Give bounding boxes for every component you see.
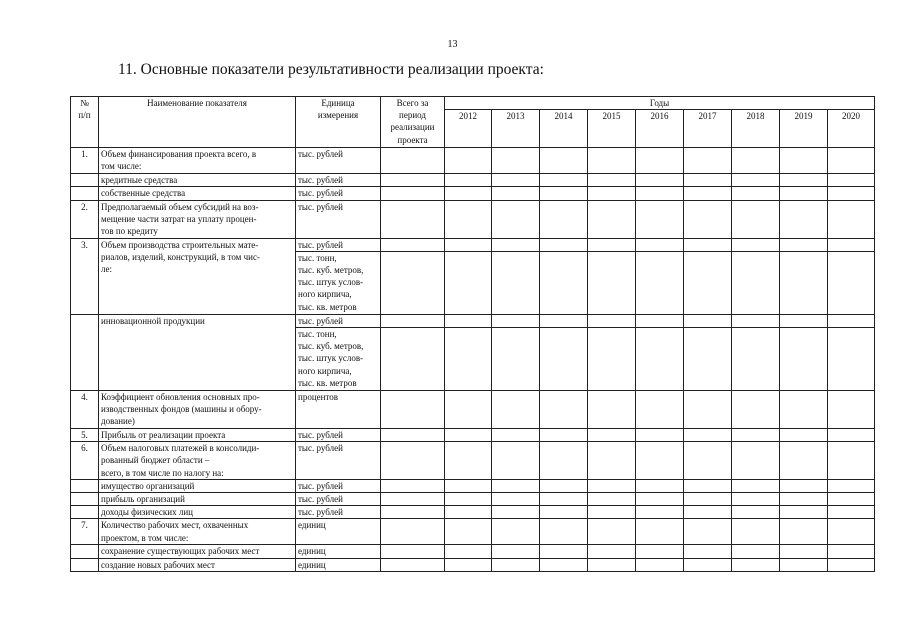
year-value-cell-3 bbox=[588, 506, 636, 519]
year-value-cell-4 bbox=[636, 442, 684, 480]
year-value-cell-0 bbox=[445, 148, 492, 174]
year-value-cell-1 bbox=[492, 391, 540, 429]
year-value-cell-6 bbox=[732, 442, 780, 480]
year-value-cell-0 bbox=[445, 328, 492, 391]
indicator-name-cell bbox=[99, 187, 296, 200]
year-value-cell-8 bbox=[828, 200, 875, 238]
year-value-cell-1 bbox=[492, 558, 540, 571]
year-value-cell-1 bbox=[492, 506, 540, 519]
header-year-8: 2020 bbox=[828, 110, 875, 148]
year-value-cell-1 bbox=[492, 238, 540, 251]
year-value-cell-7 bbox=[780, 200, 828, 238]
indicator-name-cell-text: Количество рабочих мест, охваченных проектом, в том числе: bbox=[101, 520, 249, 543]
unit-cell-text: тыс. рублей bbox=[298, 201, 343, 212]
indicator-name-cell-text: доходы физических лиц bbox=[101, 507, 193, 518]
year-value-cell-3 bbox=[588, 238, 636, 251]
year-value-cell-3 bbox=[588, 187, 636, 200]
row-number-cell-text: 1. bbox=[81, 149, 88, 160]
year-value-cell-1 bbox=[492, 251, 540, 314]
unit-cell bbox=[296, 238, 381, 251]
year-value-cell-1 bbox=[492, 442, 540, 480]
table-row bbox=[71, 429, 875, 442]
year-value-cell-4 bbox=[636, 251, 684, 314]
row-number-cell bbox=[71, 148, 99, 174]
unit-cell bbox=[296, 506, 381, 519]
year-value-cell-4 bbox=[636, 238, 684, 251]
total-cell bbox=[381, 558, 445, 571]
year-value-cell-8 bbox=[828, 187, 875, 200]
indicator-name-cell bbox=[99, 314, 296, 390]
year-value-cell-2 bbox=[540, 429, 588, 442]
year-value-cell-1 bbox=[492, 187, 540, 200]
row-number-cell bbox=[71, 558, 99, 571]
year-value-cell-2 bbox=[540, 545, 588, 558]
year-value-cell-8 bbox=[828, 251, 875, 314]
year-value-cell-5 bbox=[684, 545, 732, 558]
year-value-cell-1 bbox=[492, 328, 540, 391]
year-value-cell-4 bbox=[636, 391, 684, 429]
year-value-cell-0 bbox=[445, 493, 492, 506]
year-value-cell-5 bbox=[684, 314, 732, 327]
total-cell bbox=[381, 442, 445, 480]
year-value-cell-6 bbox=[732, 314, 780, 327]
year-value-cell-6 bbox=[732, 187, 780, 200]
unit-cell-text: тыс. рублей bbox=[298, 239, 343, 250]
table-row bbox=[71, 506, 875, 519]
unit-cell-text: тыс. рублей bbox=[298, 507, 343, 518]
total-cell bbox=[381, 200, 445, 238]
year-value-cell-8 bbox=[828, 493, 875, 506]
year-value-cell-6 bbox=[732, 479, 780, 492]
table-row bbox=[71, 442, 875, 480]
year-value-cell-8 bbox=[828, 174, 875, 187]
header-year-6: 2018 bbox=[732, 110, 780, 148]
year-value-cell-0 bbox=[445, 519, 492, 545]
row-number-cell bbox=[71, 238, 99, 314]
year-value-cell-8 bbox=[828, 429, 875, 442]
year-value-cell-0 bbox=[445, 442, 492, 480]
year-value-cell-8 bbox=[828, 391, 875, 429]
year-value-cell-2 bbox=[540, 328, 588, 391]
indicator-name-cell bbox=[99, 506, 296, 519]
year-value-cell-6 bbox=[732, 558, 780, 571]
table-row bbox=[71, 519, 875, 545]
year-value-cell-8 bbox=[828, 328, 875, 391]
row-number-cell-text: 5. bbox=[81, 430, 88, 441]
table-row bbox=[71, 238, 875, 251]
year-value-cell-7 bbox=[780, 174, 828, 187]
year-value-cell-5 bbox=[684, 442, 732, 480]
year-value-cell-1 bbox=[492, 493, 540, 506]
year-value-cell-1 bbox=[492, 314, 540, 327]
year-value-cell-2 bbox=[540, 174, 588, 187]
year-value-cell-4 bbox=[636, 200, 684, 238]
year-value-cell-4 bbox=[636, 558, 684, 571]
indicator-name-cell-text: имущество организаций bbox=[101, 480, 195, 491]
row-number-cell-text: 4. bbox=[81, 392, 88, 403]
year-value-cell-3 bbox=[588, 479, 636, 492]
header-year-0: 2012 bbox=[445, 110, 492, 148]
year-value-cell-4 bbox=[636, 429, 684, 442]
year-value-cell-8 bbox=[828, 545, 875, 558]
header-years-group-label: Годы bbox=[649, 98, 670, 108]
year-value-cell-7 bbox=[780, 328, 828, 391]
year-value-cell-4 bbox=[636, 479, 684, 492]
unit-cell-text: процентов bbox=[298, 392, 339, 403]
unit-cell bbox=[296, 148, 381, 174]
year-value-cell-1 bbox=[492, 200, 540, 238]
unit-cell-text: тыс. рублей bbox=[298, 430, 343, 441]
year-value-cell-4 bbox=[636, 148, 684, 174]
year-value-cell-2 bbox=[540, 238, 588, 251]
unit-cell bbox=[296, 251, 381, 314]
year-value-cell-8 bbox=[828, 314, 875, 327]
year-value-cell-8 bbox=[828, 506, 875, 519]
year-value-cell-0 bbox=[445, 429, 492, 442]
year-value-cell-0 bbox=[445, 545, 492, 558]
indicator-name-cell-text: прибыль организаций bbox=[101, 494, 185, 505]
year-value-cell-5 bbox=[684, 238, 732, 251]
indicator-name-cell-text: Предполагаемый объем субсидий на воз- мещение части затрат на уплату процен- тов по кредиту bbox=[101, 201, 259, 237]
year-value-cell-5 bbox=[684, 391, 732, 429]
year-value-cell-8 bbox=[828, 442, 875, 480]
year-value-cell-3 bbox=[588, 391, 636, 429]
total-cell bbox=[381, 479, 445, 492]
unit-cell bbox=[296, 545, 381, 558]
total-cell bbox=[381, 493, 445, 506]
indicator-name-cell bbox=[99, 238, 296, 314]
row-number-cell-text: 2. bbox=[81, 201, 88, 212]
unit-cell-text: единиц bbox=[298, 520, 326, 531]
total-cell bbox=[381, 506, 445, 519]
year-value-cell-6 bbox=[732, 506, 780, 519]
header-year-2: 2014 bbox=[540, 110, 588, 148]
year-value-cell-7 bbox=[780, 442, 828, 480]
year-value-cell-6 bbox=[732, 493, 780, 506]
unit-cell bbox=[296, 479, 381, 492]
year-value-cell-8 bbox=[828, 238, 875, 251]
unit-cell bbox=[296, 429, 381, 442]
year-value-cell-6 bbox=[732, 148, 780, 174]
unit-cell-text: тыс. тонн, тыс. куб. метров, тыс. штук услов- ного кирпича, тыс. кв. метров bbox=[298, 252, 364, 312]
row-number-cell-text: 3. bbox=[81, 239, 88, 250]
header-name bbox=[99, 97, 296, 148]
year-value-cell-5 bbox=[684, 187, 732, 200]
unit-cell bbox=[296, 200, 381, 238]
year-value-cell-3 bbox=[588, 174, 636, 187]
year-value-cell-6 bbox=[732, 174, 780, 187]
unit-cell bbox=[296, 558, 381, 571]
year-value-cell-5 bbox=[684, 493, 732, 506]
year-value-cell-5 bbox=[684, 506, 732, 519]
indicator-name-cell-text: Коэффициент обновления основных про- изводственных фондов (машины и обору- дование) bbox=[101, 392, 262, 427]
indicator-name-cell bbox=[99, 558, 296, 571]
unit-cell bbox=[296, 328, 381, 391]
year-value-cell-1 bbox=[492, 479, 540, 492]
year-value-cell-6 bbox=[732, 429, 780, 442]
unit-cell-text: тыс. рублей bbox=[298, 188, 343, 199]
year-value-cell-8 bbox=[828, 148, 875, 174]
unit-cell bbox=[296, 187, 381, 200]
year-value-cell-1 bbox=[492, 545, 540, 558]
table-row bbox=[71, 187, 875, 200]
year-value-cell-2 bbox=[540, 558, 588, 571]
indicator-name-cell bbox=[99, 174, 296, 187]
header-years-group bbox=[445, 97, 875, 110]
row-number-cell bbox=[71, 442, 99, 480]
year-value-cell-6 bbox=[732, 519, 780, 545]
table-row bbox=[71, 479, 875, 492]
year-value-cell-5 bbox=[684, 174, 732, 187]
table-row bbox=[71, 558, 875, 571]
year-value-cell-7 bbox=[780, 545, 828, 558]
year-value-cell-7 bbox=[780, 251, 828, 314]
year-value-cell-7 bbox=[780, 479, 828, 492]
year-value-cell-2 bbox=[540, 314, 588, 327]
year-value-cell-7 bbox=[780, 558, 828, 571]
year-value-cell-0 bbox=[445, 174, 492, 187]
indicator-name-cell bbox=[99, 200, 296, 238]
row-number-cell bbox=[71, 391, 99, 429]
header-year-4: 2016 bbox=[636, 110, 684, 148]
header-year-7: 2019 bbox=[780, 110, 828, 148]
year-value-cell-0 bbox=[445, 187, 492, 200]
year-value-cell-3 bbox=[588, 148, 636, 174]
indicator-name-cell-text: Объем финансирования проекта всего, в том числе: bbox=[101, 149, 257, 172]
header-total-label: Всего за период реализации проекта bbox=[390, 98, 435, 145]
year-value-cell-4 bbox=[636, 519, 684, 545]
header-unit bbox=[296, 97, 381, 148]
year-value-cell-0 bbox=[445, 238, 492, 251]
row-number-cell bbox=[71, 429, 99, 442]
total-cell bbox=[381, 187, 445, 200]
year-value-cell-3 bbox=[588, 200, 636, 238]
unit-cell-text: тыс. рублей bbox=[298, 480, 343, 491]
year-value-cell-1 bbox=[492, 148, 540, 174]
header-unit-label: Единица измерения bbox=[317, 98, 359, 121]
header-num bbox=[71, 97, 99, 148]
total-cell bbox=[381, 238, 445, 251]
row-number-cell bbox=[71, 200, 99, 238]
total-cell bbox=[381, 328, 445, 391]
year-value-cell-8 bbox=[828, 558, 875, 571]
total-cell bbox=[381, 545, 445, 558]
table-row bbox=[71, 200, 875, 238]
year-value-cell-5 bbox=[684, 558, 732, 571]
year-value-cell-6 bbox=[732, 200, 780, 238]
total-cell bbox=[381, 148, 445, 174]
unit-cell-text: тыс. тонн, тыс. куб. метров, тыс. штук услов- ного кирпича, тыс. кв. метров bbox=[298, 329, 364, 388]
year-value-cell-3 bbox=[588, 519, 636, 545]
unit-cell bbox=[296, 391, 381, 429]
year-value-cell-0 bbox=[445, 200, 492, 238]
total-cell bbox=[381, 391, 445, 429]
unit-cell-text: единиц bbox=[298, 559, 326, 570]
unit-cell-text: тыс. рублей bbox=[298, 494, 343, 505]
year-value-cell-6 bbox=[732, 328, 780, 391]
year-value-cell-5 bbox=[684, 200, 732, 238]
year-value-cell-4 bbox=[636, 545, 684, 558]
unit-cell-text: тыс. рублей bbox=[298, 149, 343, 160]
row-number-cell bbox=[71, 519, 99, 545]
header-total bbox=[381, 97, 445, 148]
header-num-label: № п/п bbox=[78, 98, 91, 121]
header-year-1: 2013 bbox=[492, 110, 540, 148]
indicator-name-cell-text: кредитные средства bbox=[101, 175, 178, 186]
year-value-cell-2 bbox=[540, 506, 588, 519]
year-value-cell-5 bbox=[684, 148, 732, 174]
total-cell bbox=[381, 174, 445, 187]
year-value-cell-5 bbox=[684, 328, 732, 391]
total-cell bbox=[381, 251, 445, 314]
row-number-cell bbox=[71, 314, 99, 390]
year-value-cell-3 bbox=[588, 328, 636, 391]
unit-cell bbox=[296, 493, 381, 506]
year-value-cell-0 bbox=[445, 391, 492, 429]
row-number-cell bbox=[71, 545, 99, 558]
indicator-name-cell-text: инновационной продукции bbox=[101, 315, 205, 326]
year-value-cell-6 bbox=[732, 251, 780, 314]
unit-cell bbox=[296, 314, 381, 327]
page-number: 13 bbox=[447, 39, 458, 50]
year-value-cell-2 bbox=[540, 442, 588, 480]
indicator-name-cell-text: собственные средства bbox=[101, 188, 186, 199]
indicator-name-cell bbox=[99, 493, 296, 506]
indicator-name-cell-text: сохранение существующих рабочих мест bbox=[101, 546, 260, 557]
row-number-cell bbox=[71, 493, 99, 506]
indicator-name-cell-text: создание новых рабочих мест bbox=[101, 559, 215, 570]
year-value-cell-6 bbox=[732, 545, 780, 558]
row-number-cell bbox=[71, 187, 99, 200]
table-row bbox=[71, 493, 875, 506]
year-value-cell-7 bbox=[780, 519, 828, 545]
year-value-cell-3 bbox=[588, 429, 636, 442]
total-cell bbox=[381, 429, 445, 442]
year-value-cell-2 bbox=[540, 391, 588, 429]
year-value-cell-0 bbox=[445, 314, 492, 327]
year-value-cell-3 bbox=[588, 251, 636, 314]
year-value-cell-0 bbox=[445, 251, 492, 314]
year-value-cell-4 bbox=[636, 174, 684, 187]
indicator-name-cell bbox=[99, 391, 296, 429]
indicators-table bbox=[70, 96, 875, 572]
header-year-5: 2017 bbox=[684, 110, 732, 148]
row-number-cell bbox=[71, 174, 99, 187]
indicator-name-cell bbox=[99, 519, 296, 545]
indicator-name-cell bbox=[99, 442, 296, 480]
year-value-cell-0 bbox=[445, 558, 492, 571]
indicator-name-cell-text: Объем производства строительных мате- риалов, изделий, конструкций, в том чис- ле: bbox=[101, 239, 260, 275]
indicator-name-cell-text: Объем налоговых платежей в консолиди- рованный бюджет области – всего, в том числе по налогу на: bbox=[101, 443, 260, 478]
indicator-name-cell bbox=[99, 148, 296, 174]
year-value-cell-3 bbox=[588, 545, 636, 558]
unit-cell-text: тыс. рублей bbox=[298, 443, 343, 454]
unit-cell bbox=[296, 174, 381, 187]
year-value-cell-2 bbox=[540, 493, 588, 506]
year-value-cell-3 bbox=[588, 493, 636, 506]
indicator-name-cell bbox=[99, 545, 296, 558]
indicator-name-cell-text: Прибыль от реализации проекта bbox=[101, 430, 226, 441]
year-value-cell-8 bbox=[828, 479, 875, 492]
year-value-cell-2 bbox=[540, 200, 588, 238]
unit-cell bbox=[296, 442, 381, 480]
year-value-cell-0 bbox=[445, 479, 492, 492]
year-value-cell-1 bbox=[492, 429, 540, 442]
year-value-cell-2 bbox=[540, 519, 588, 545]
row-number-cell bbox=[71, 506, 99, 519]
year-value-cell-4 bbox=[636, 187, 684, 200]
header-name-label: Наименование показателя bbox=[147, 98, 247, 108]
year-value-cell-7 bbox=[780, 238, 828, 251]
year-value-cell-7 bbox=[780, 493, 828, 506]
year-value-cell-4 bbox=[636, 493, 684, 506]
table-row bbox=[71, 148, 875, 174]
unit-cell-text: тыс. рублей bbox=[298, 175, 343, 186]
unit-cell-text: единиц bbox=[298, 546, 326, 557]
header-year-3: 2015 bbox=[588, 110, 636, 148]
year-value-cell-8 bbox=[828, 519, 875, 545]
year-value-cell-1 bbox=[492, 174, 540, 187]
year-value-cell-2 bbox=[540, 187, 588, 200]
table-row bbox=[71, 174, 875, 187]
year-value-cell-4 bbox=[636, 328, 684, 391]
year-value-cell-7 bbox=[780, 314, 828, 327]
year-value-cell-4 bbox=[636, 506, 684, 519]
year-value-cell-6 bbox=[732, 238, 780, 251]
row-number-cell bbox=[71, 479, 99, 492]
total-cell bbox=[381, 314, 445, 327]
year-value-cell-3 bbox=[588, 558, 636, 571]
year-value-cell-6 bbox=[732, 391, 780, 429]
row-number-cell-text: 7. bbox=[81, 520, 88, 531]
table-row bbox=[71, 314, 875, 327]
year-value-cell-2 bbox=[540, 479, 588, 492]
year-value-cell-0 bbox=[445, 506, 492, 519]
year-value-cell-7 bbox=[780, 429, 828, 442]
year-value-cell-2 bbox=[540, 251, 588, 314]
year-value-cell-7 bbox=[780, 391, 828, 429]
table-row bbox=[71, 545, 875, 558]
table-row bbox=[71, 391, 875, 429]
row-number-cell-text: 6. bbox=[81, 443, 88, 454]
year-value-cell-3 bbox=[588, 442, 636, 480]
indicator-name-cell bbox=[99, 429, 296, 442]
year-value-cell-5 bbox=[684, 479, 732, 492]
year-value-cell-5 bbox=[684, 251, 732, 314]
total-cell bbox=[381, 519, 445, 545]
year-value-cell-1 bbox=[492, 519, 540, 545]
year-value-cell-5 bbox=[684, 519, 732, 545]
year-value-cell-4 bbox=[636, 314, 684, 327]
unit-cell bbox=[296, 519, 381, 545]
year-value-cell-2 bbox=[540, 148, 588, 174]
year-value-cell-7 bbox=[780, 187, 828, 200]
year-value-cell-3 bbox=[588, 314, 636, 327]
year-value-cell-7 bbox=[780, 148, 828, 174]
year-value-cell-7 bbox=[780, 506, 828, 519]
indicator-name-cell bbox=[99, 479, 296, 492]
year-value-cell-5 bbox=[684, 429, 732, 442]
unit-cell-text: тыс. рублей bbox=[298, 315, 343, 326]
section-title: 11. Основные показатели результативности реализации проекта: bbox=[118, 61, 544, 78]
